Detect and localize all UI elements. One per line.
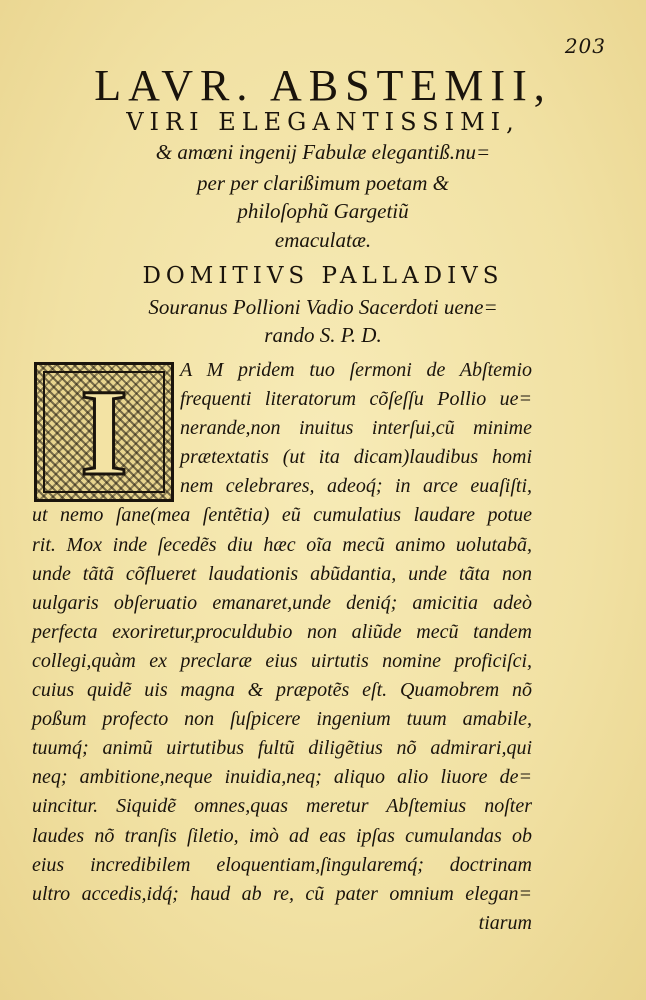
body-line: perfecta exoriretur,proculdubio non aliũde mecũ tandem (32, 620, 532, 643)
body-line: ut nemo ſane(mea ſentẽtia) eũ cumulatius laudare potue (32, 504, 532, 527)
body-line: tuumq́; animũ uirtutibus fultũ diligẽtius nõ admirari,qui (32, 737, 532, 760)
salutation-line-3: rando S. P. D. (264, 323, 382, 347)
salutation-line-2: Souranus Pollioni Vadio Sacerdoti uene= (148, 295, 498, 319)
page-number: 203 (564, 34, 606, 58)
title-line-5: philoſophũ Gargetiũ (237, 199, 409, 223)
body-line: neq; ambitione,neque inuidia,neq; aliquo alio liuore de= (32, 766, 532, 789)
title-author: LAVR. ABSTEMII, (94, 61, 552, 110)
body-line: uulgaris obſeruatio emanaret,unde deniq́; amicitia adeò (32, 591, 532, 614)
body-line: ultro accedis,idq́; haud ab re, cũ pater omnium elegan= (32, 882, 532, 905)
body-text (32, 356, 532, 938)
body-line: A M pridem tuo ſermoni de Abſtemio (180, 359, 532, 381)
body-line: laudes nõ tranſis ſiletio, imò ad eas ipſas cumulandas ob (32, 824, 532, 847)
body-line: frequenti literatorum cõſeſſu Pollio ue= (180, 388, 532, 411)
body-line: eius incredibilem eloquentiam,ſingularemq́; doctrinam (32, 853, 532, 876)
initial-letter: I (79, 364, 129, 501)
title-epithet: VIRI ELEGANTISSIMI, (126, 108, 520, 136)
body-line: collegi,quàm ex preclaræ eius uirtutis nomine proficiſci, (32, 649, 532, 672)
body-line: poßum profecto non ſuſpicere ingenium tuum amabile, (32, 708, 532, 731)
salutation-sender: DOMITIVS PALLADIVS (142, 263, 504, 289)
title-line-6: emaculatæ. (274, 228, 372, 252)
body-line: cuius quidẽ uis magna & præpotẽs eſt. Quamobrem nõ (32, 679, 532, 702)
body-line: prætextatis (ut ita dicam)laudibus homi (180, 446, 532, 469)
body-line: uincitur. Siquidẽ omnes,quas meretur Abſtemius noſter (32, 795, 532, 818)
title-line-4: per per clarißimum poetam & (197, 171, 449, 195)
body-line: rit. Mox inde ſecedẽs diu hæc oĩa mecũ animo uolutabã, (32, 533, 532, 556)
body-line: unde tãtã cõflueret laudationis abũdantia, unde tãta non (32, 562, 532, 585)
title-line-3: & amœni ingenij Fabulæ elegantiß.nu= (155, 140, 491, 164)
catchword: tiarum (478, 911, 532, 934)
body-line: nem celebrares, adeoq́; in arce euaſiſti, (180, 475, 532, 498)
body-line: nerande,non inuitus interſui,cũ minime (180, 417, 532, 440)
